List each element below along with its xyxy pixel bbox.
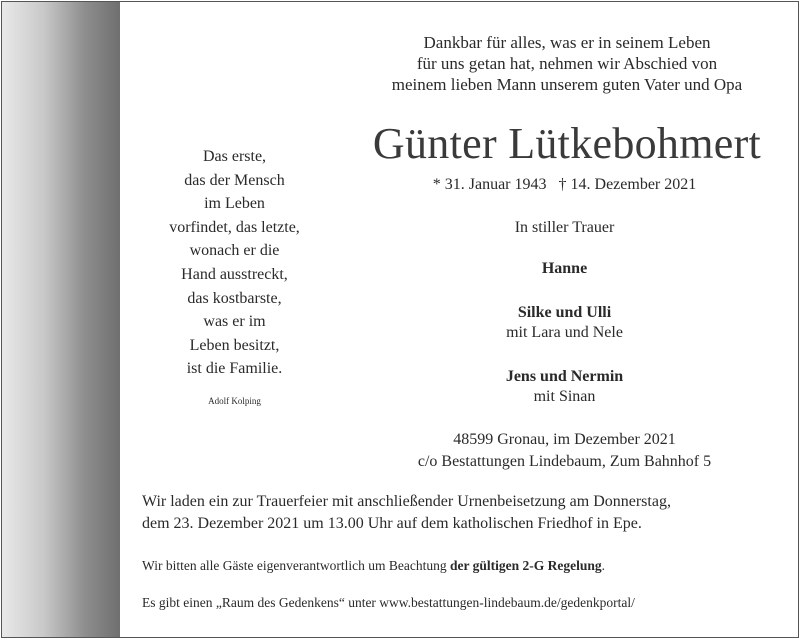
intro-text <box>357 32 777 95</box>
quote-line: vorfindet, das letzte, <box>169 218 300 236</box>
family-group <box>342 367 787 407</box>
family-list <box>342 259 787 431</box>
quote-author: Adolf Kolping <box>208 396 261 406</box>
life-dates <box>342 175 787 195</box>
death-date: † 14. Dezember 2021 <box>558 176 697 193</box>
memorial-portal-text: Es gibt einen „Raum des Gedenkens“ unter www.bestattungen-lindebaum.de/gedenkportal/ <box>142 595 635 610</box>
family-group <box>342 303 787 343</box>
intro-line: Dankbar für alles, was er in seinem Leben <box>423 33 711 52</box>
quote-line: ist die Familie. <box>186 360 283 378</box>
address: c/o Bestattungen Lindebaum, Zum Bahnhof 5 <box>417 453 712 470</box>
deceased-name: Günter Lütkebohmert <box>372 119 762 168</box>
notice-suffix: . <box>601 558 605 573</box>
quote-line: im Leben <box>204 195 265 213</box>
quote-line: wonach er die <box>189 242 280 260</box>
invitation-line: dem 23. Dezember 2021 um 13.00 Uhr auf dem katholischen Friedhof in Epe. <box>142 515 642 532</box>
covid-notice <box>142 557 782 575</box>
location-block <box>342 429 787 473</box>
notice-bold: der gültigen 2-G Regelung <box>449 558 602 573</box>
family-names: Silke und Ulli <box>517 304 612 321</box>
family-names: Hanne <box>541 260 588 277</box>
notice-prefix: Wir bitten alle Gäste eigenverantwortlich um Beachtung <box>142 558 450 573</box>
place-date: 48599 Gronau, im Dezember 2021 <box>453 431 676 448</box>
family-group <box>342 259 787 279</box>
quote-line: Leben besitzt, <box>189 336 280 354</box>
quote-line: Hand ausstreckt, <box>181 265 288 283</box>
mourning-label: In stiller Trauer <box>514 219 615 236</box>
funeral-invitation <box>142 491 782 535</box>
intro-line: für uns getan hat, nehmen wir Abschied von <box>416 54 718 73</box>
family-names: Jens und Nermin <box>505 368 624 385</box>
family-sub: mit Lara und Nele <box>506 324 623 341</box>
invitation-line: Wir laden ein zur Trauerfeier mit anschließender Urnenbeisetzung am Donnerstag, <box>142 493 671 510</box>
quote-line: was er im <box>203 313 266 331</box>
quote-line: Das erste, <box>202 148 267 165</box>
quote <box>142 145 327 381</box>
family-sub: mit Sinan <box>533 388 596 405</box>
birth-date: * 31. Januar 1943 <box>432 176 547 193</box>
intro-line: meinem lieben Mann unserem guten Vater und Opa <box>391 75 743 94</box>
obituary-notice <box>1 1 799 638</box>
quote-line: das der Mensch <box>184 171 285 189</box>
quote-line: das kostbarste, <box>187 289 282 307</box>
decorative-gradient-bar <box>2 2 120 637</box>
